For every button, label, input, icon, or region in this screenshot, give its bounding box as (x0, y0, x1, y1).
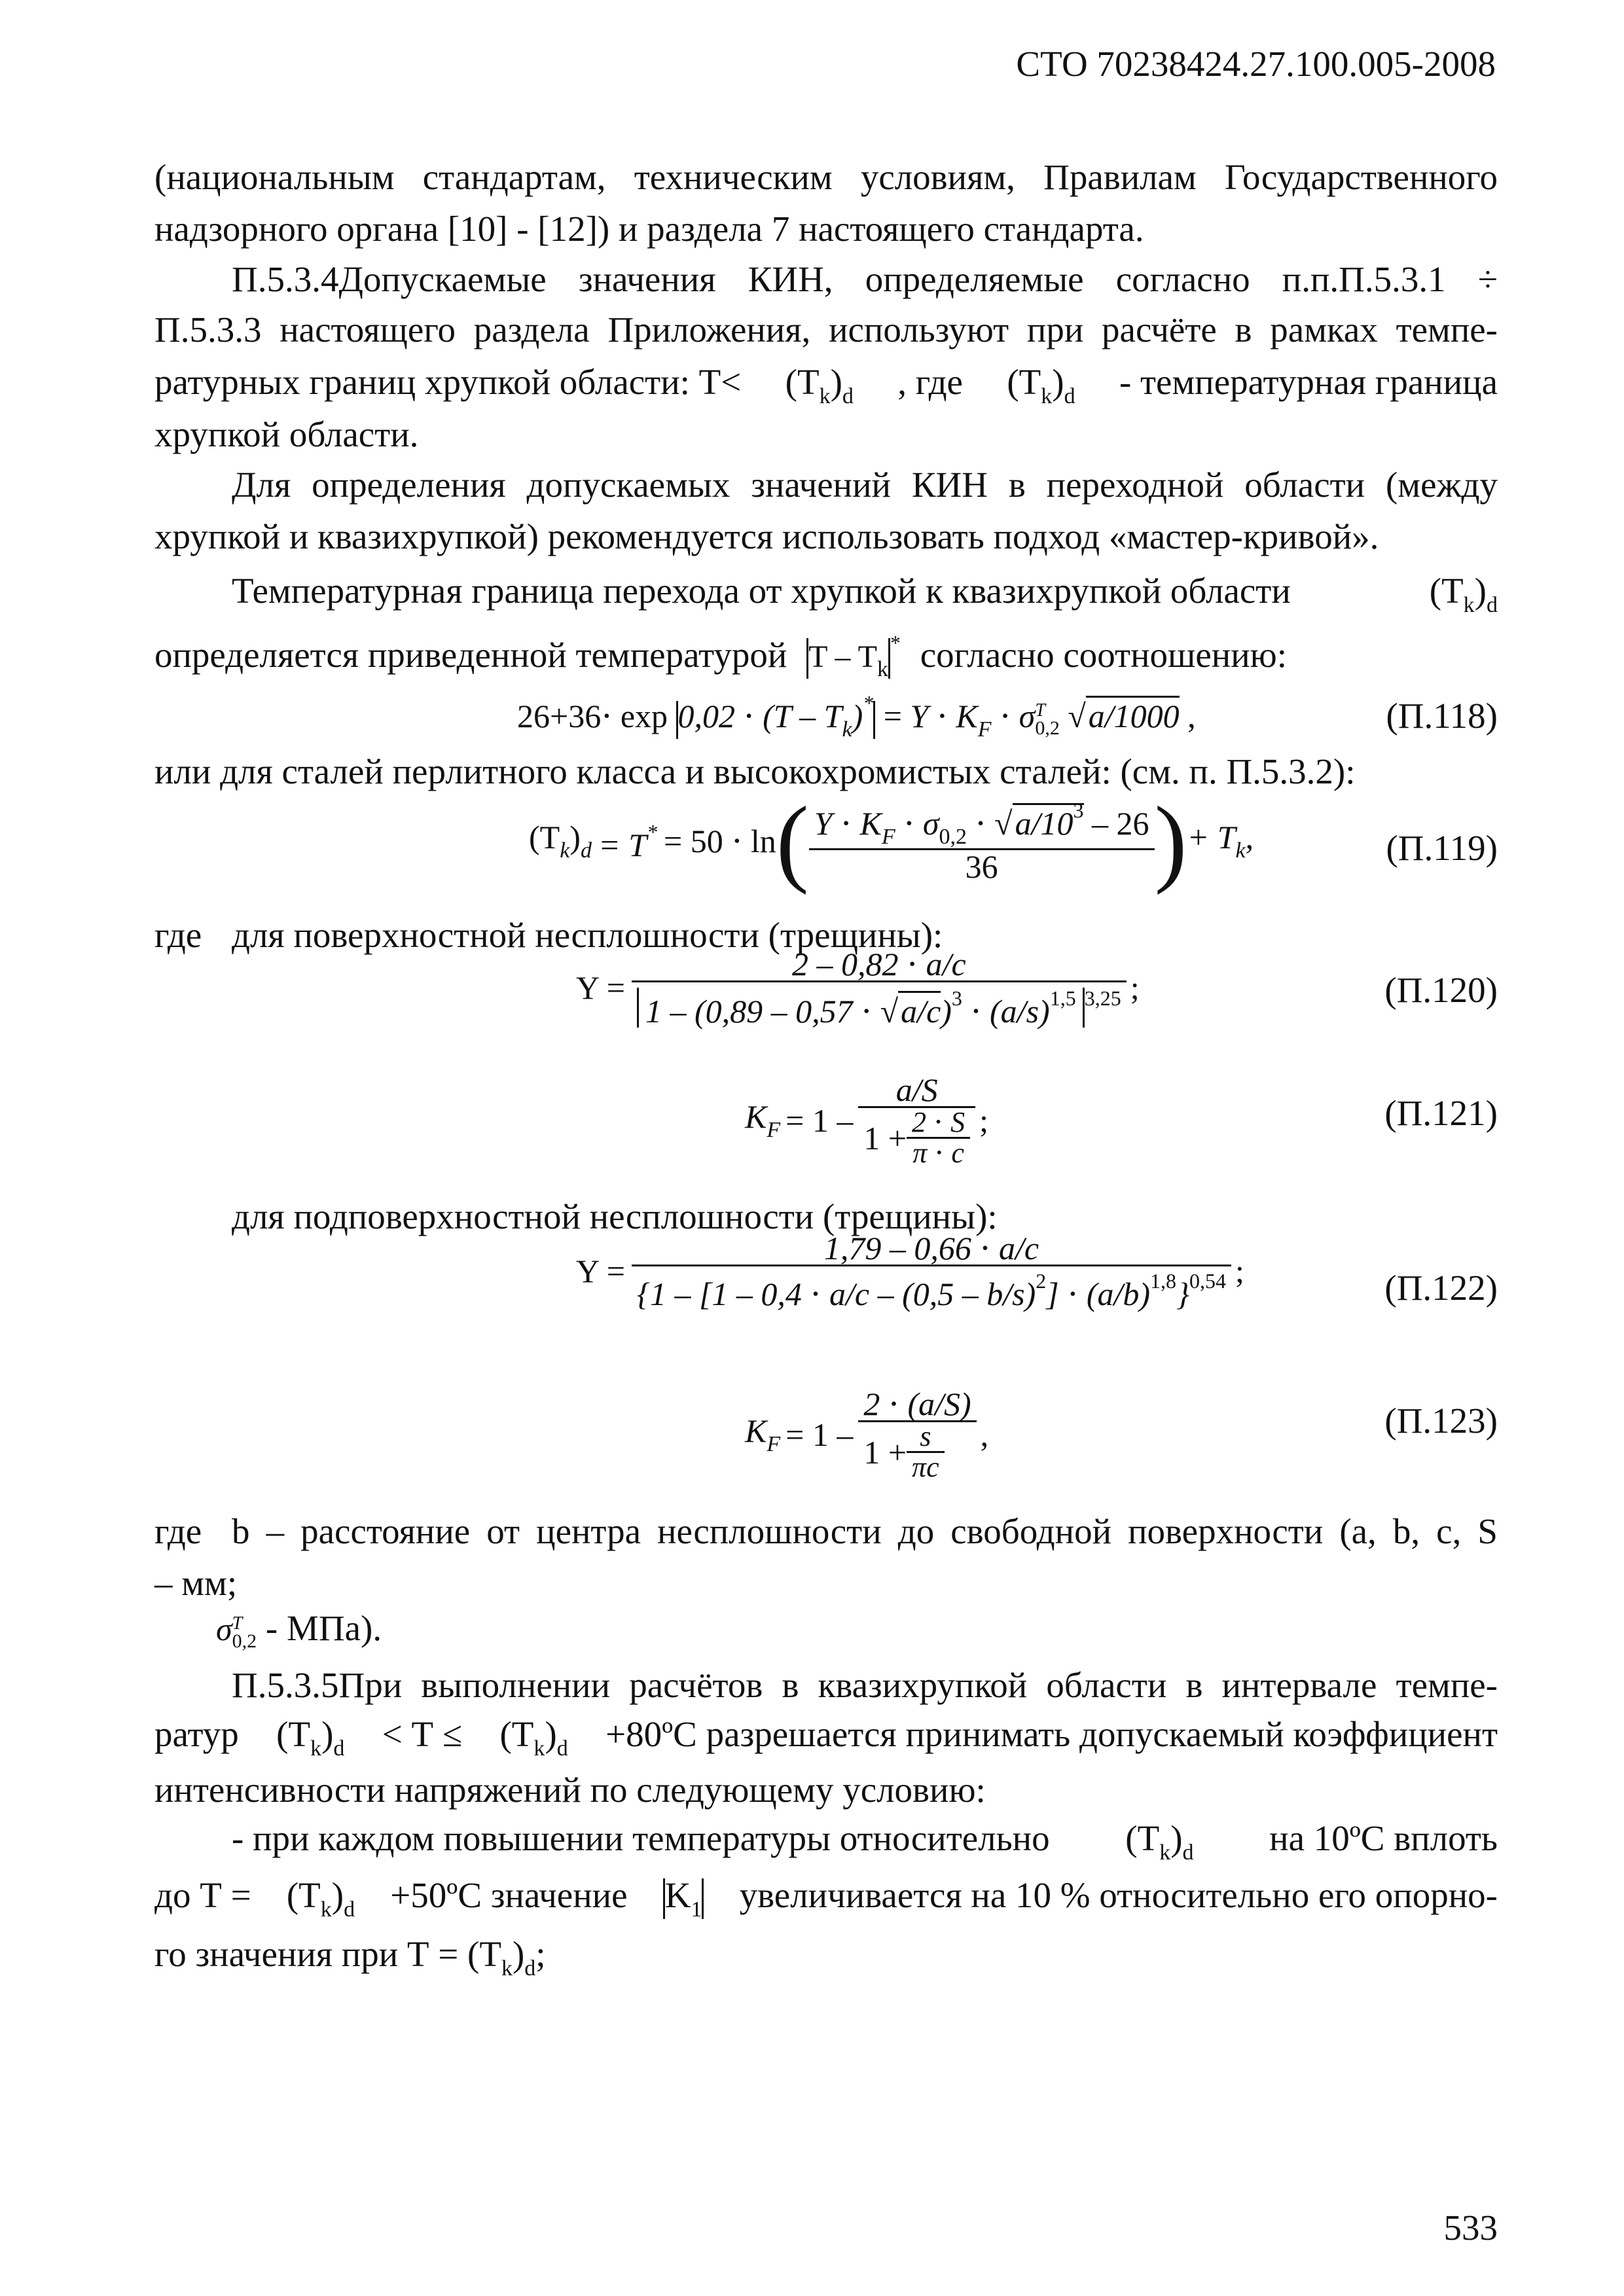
reduced-temperature-symbol: T – $T_k^*$ (806, 635, 910, 675)
tk-d-symbol: $(T_k)_d$ (1007, 362, 1075, 408)
paragraph-line (154, 364, 1498, 408)
sigma-symbol: σ T 0,2 (1019, 698, 1060, 739)
text-run: увеличивается на 10 % относительно его опорно- (739, 1875, 1498, 1915)
paragraph-line: или для сталей перлитного класса и высокохромистых сталей: (см. п. П.5.3.2): (154, 751, 1356, 791)
text-run: ратур (154, 1714, 239, 1754)
where-label: где (154, 915, 202, 955)
text-run: ратурных границ хрупкой области: Т< (154, 362, 742, 402)
formula-121: $K_F$ = 1 – a/S 1 + $\frac{2 \cdot S}{\pi \cdot c}$ ; (745, 1071, 989, 1169)
paragraph-line (154, 1513, 1498, 1549)
text-run: < Т ≤ (382, 1714, 463, 1754)
paragraph-line: интенсивности напряжений по следующему условию: (154, 1770, 986, 1810)
paragraph-line: П.5.3.4Допускаемые значения КИН, определяемые согласно п.п.П.5.3.1 ÷ (232, 259, 1498, 299)
paragraph-line (232, 573, 1498, 617)
tk-d-symbol: $(T_k)_d$ (1125, 1818, 1194, 1865)
text-run: до Т = (154, 1875, 251, 1915)
formula-122: Y = $\frac{1,79 - 0,66 \cdot a/c}{\{1 - [1 - 0,4 \cdot a/c - (0,5 - b/s)^2] \cdot (a/b)^{1,8}\}^{0,54}}$ ; (576, 1230, 1244, 1312)
formula-number: (П.123) (1384, 1401, 1498, 1441)
formula-number: (П.122) (1384, 1268, 1498, 1308)
text-run: на 10ºС вплоть (1269, 1818, 1498, 1858)
text-run: ; (535, 1934, 546, 1974)
page-number: 533 (1443, 2208, 1498, 2248)
text-run: - температурная граница (1119, 362, 1498, 402)
paragraph-line: Для определения допускаемых значений КИН в переходной области (между (232, 465, 1498, 505)
text-run: , где (897, 362, 963, 402)
text-run: определяется приведенной температурой (154, 635, 787, 675)
tk-d-symbol: $(T_k)_d$ (276, 1714, 345, 1761)
paragraph-line (154, 632, 1287, 681)
paragraph-line (154, 1936, 546, 1980)
document-code-header: СТО 70238424.27.100.005-2008 (1016, 44, 1496, 84)
text-run: го значения при Т = (154, 1934, 459, 1974)
text-run: - при каждом повышении температуры относительно (232, 1818, 1050, 1858)
text-run: +80ºС разрешается принимать допускаемый коэффициент (605, 1714, 1498, 1754)
paragraph-line: (национальным стандартам, техническим условиям, Правилам Государственного (154, 157, 1498, 197)
paragraph-line: – мм; (154, 1563, 238, 1603)
formula-120: Y = $\frac{2 - 0,82 \cdot a/c}{1 - (0,89 - 0,57 \cdot √a/c)^3 \cdot (a/s)^{1,5} ^{3,25}}$ ; (576, 946, 1140, 1030)
text-run: +50ºС значение (390, 1875, 628, 1915)
text-run: b – расстояние от центра несплошности до свободной поверхности (a, b, c, S (232, 1511, 1498, 1551)
formula-123: $K_F$ = 1 – 2 ⋅ (a/S) 1 + $\frac{s}{\pi c}$ , (745, 1386, 989, 1483)
paragraph-line: надзорного органа [10] - [12]) и раздела 7 настоящего стандарта. (154, 209, 1144, 249)
paragraph-line (154, 1716, 1498, 1760)
k1-symbol: $K_1$ (663, 1877, 704, 1921)
tk-d-symbol: $(T_k)_d$ (1429, 571, 1498, 617)
formula-number: (П.118) (1386, 696, 1498, 736)
paragraph-line: П.5.3.5При выполнении расчётов в квазихрупкой области в интервале темпе- (232, 1665, 1498, 1705)
tk-d-symbol: $(T_k)_d$ (467, 1934, 536, 1981)
formula-119: $(T_k)_d$ = T* = 50 ⋅ ln ( $\frac{Y \cdot K_F \cdot \sigma_{0,2} \cdot √a/10^3 - 26}{36}$ ) + $T_k$, (529, 787, 1254, 895)
tk-d-symbol: $(T_k)_d$ (785, 362, 854, 408)
sigma-symbol: σ T 0,2 (216, 1611, 257, 1652)
paragraph-line (232, 1820, 1498, 1864)
formula-number: (П.121) (1384, 1093, 1498, 1133)
paragraph-line (154, 1877, 1498, 1921)
formula-number: (П.119) (1386, 828, 1498, 868)
paragraph-line: хрупкой и квазихрупкой) рекомендуется использовать подход «мастер-кривой». (154, 516, 1379, 556)
formula-number: (П.120) (1384, 970, 1498, 1010)
tk-d-symbol: $(T_k)_d$ (499, 1714, 568, 1761)
paragraph-line: П.5.3.3 настоящего раздела Приложения, используют при расчёте в рамках темпе- (154, 310, 1498, 350)
formula-118: $26+36\cdot \exp 0,02 \cdot (T - T_k)^* = Y \cdot K_F \cdot \sigma$ T 0,2 √a/1000 , (517, 691, 1196, 742)
tk-d-symbol: $(T_k)_d$ (286, 1875, 355, 1922)
paragraph-line (216, 1610, 382, 1650)
text-run: Температурная граница перехода от хрупкой к квазихрупкой области (232, 571, 1291, 611)
section-label: для подповерхностной несплошности (трещины): (232, 1196, 998, 1236)
text-run: согласно соотношению: (920, 635, 1288, 675)
paragraph-line: хрупкой области. (154, 414, 419, 454)
text-run: - МПа). (265, 1608, 382, 1648)
where-label: где (154, 1511, 202, 1551)
section-label: для поверхностной несплошности (трещины): (232, 915, 943, 955)
